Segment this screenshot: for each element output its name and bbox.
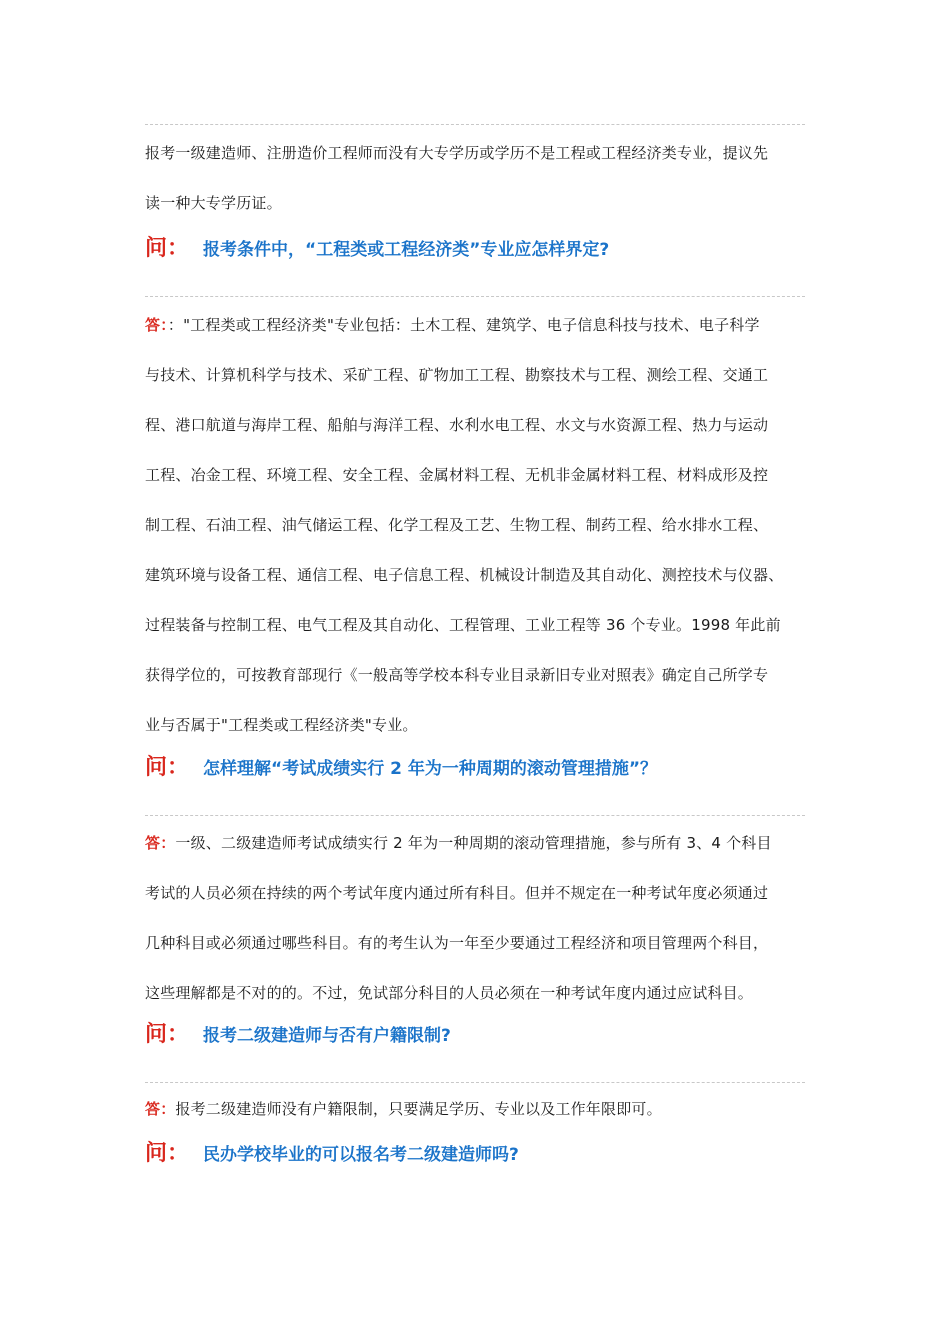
answer-line [145, 1084, 807, 1134]
question-label: 问： [145, 1141, 190, 1166]
question-label: 问： [145, 236, 190, 261]
answer-label: 答： [145, 1100, 176, 1118]
question-text: 民办学校毕业的可以报名考二级建造师吗? [203, 1145, 519, 1165]
answer-line: 程、港口航道与海岸工程、船舶与海洋工程、水利水电工程、水文与水资源工程、热力与运动 [145, 416, 769, 434]
section-divider [145, 1082, 805, 1083]
answer-label: 答： [145, 316, 168, 334]
answer-line: 建筑环境与设备工程、通信工程、电子信息工程、机械设计制造及其自动化、测控技术与仪器、 [145, 566, 784, 584]
answer-line: 这些理解都是不对的的。不过，免试部分科目的人员必须在一种考试年度内通过应试科目。 [145, 984, 754, 1002]
answer-line [145, 300, 807, 350]
answer-paragraph [145, 1084, 807, 1134]
question-label: 问： [145, 1022, 190, 1047]
answer-text: ："工程类或工程经济类"专业包括：土木工程、建筑学、电子信息科技与技术、电子科学 [167, 316, 760, 334]
intro-paragraph [145, 128, 807, 228]
answer-line: 与技术、计算机科学与技术、采矿工程、矿物加工工程、勘察技术与工程、测绘工程、交通工 [145, 366, 769, 384]
answer-line: 工程、冶金工程、环境工程、安全工程、金属材料工程、无机非金属材料工程、材料成形及控 [145, 466, 769, 484]
intro-line: 读一种大专学历证。 [145, 194, 282, 212]
question-heading [145, 1139, 807, 1170]
section-divider [145, 815, 805, 816]
intro-line: 报考一级建造师、注册造价工程师而没有大专学历或学历不是工程或工程经济类专业，提议先 [145, 144, 769, 162]
question-text: 报考二级建造师与否有户籍限制? [203, 1026, 451, 1046]
answer-text: 一级、二级建造师考试成绩实行 2 年为一种周期的滚动管理措施，参与所有 3、4 个科目 [175, 834, 772, 852]
answer-line: 几种科目或必须通过哪些科目。有的考生认为一年至少要通过工程经济和项目管理两个科目， [145, 934, 769, 952]
answer-text: 报考二级建造师没有户籍限制，只要满足学历、专业以及工作年限即可。 [175, 1100, 662, 1118]
question-text: 报考条件中，“工程类或工程经济类”专业应怎样界定? [203, 240, 610, 260]
section-divider [145, 124, 805, 125]
answer-line: 考试的人员必须在持续的两个考试年度内通过所有科目。但并不规定在一种考试年度必须通过 [145, 884, 769, 902]
answer-line: 获得学位的，可按教育部现行《一般高等学校本科专业目录新旧专业对照表》确定自己所学专 [145, 666, 769, 684]
question-text: 怎样理解“考试成绩实行 2 年为一种周期的滚动管理措施”？ [203, 759, 658, 779]
answer-line: 过程装备与控制工程、电气工程及其自动化、工程管理、工业工程等 36 个专业。1998 年此前 [145, 616, 781, 634]
question-label: 问： [145, 755, 190, 780]
answer-paragraph [145, 818, 807, 1018]
answer-line: 业与否属于"工程类或工程经济类"专业。 [145, 716, 418, 734]
question-heading [145, 753, 807, 784]
answer-line [145, 818, 807, 868]
question-heading [145, 234, 807, 265]
answer-line: 制工程、石油工程、油气储运工程、化学工程及工艺、生物工程、制药工程、给水排水工程、 [145, 516, 769, 534]
question-heading [145, 1020, 807, 1051]
answer-label: 答： [145, 834, 176, 852]
section-divider [145, 296, 805, 297]
answer-paragraph [145, 300, 807, 750]
